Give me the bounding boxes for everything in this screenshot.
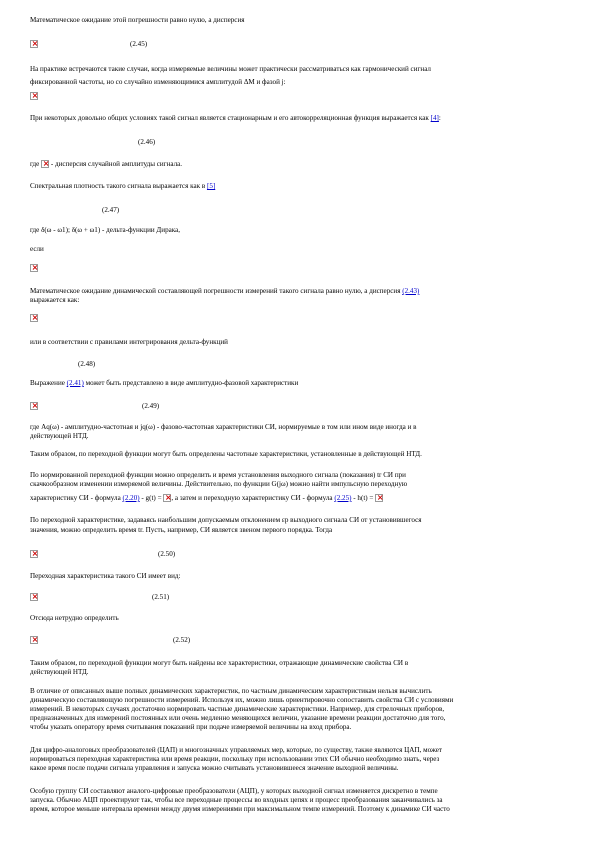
formula-row (30, 40, 148, 49)
paragraph: динамическую составляющую погрешности измерений. Используя их, можно лишь ориентировочно сопоставить свойства СИ с условиями (30, 696, 454, 704)
broken-image-icon (41, 160, 49, 168)
reference-link[interactable]: (2.43) (402, 287, 420, 295)
paragraph: действующей НТД. (30, 432, 89, 440)
broken-image-icon (30, 92, 38, 100)
broken-image-icon (163, 494, 171, 502)
paragraph: Для цифро-аналоговых преобразователей (ЦАП) и многозначных управляемых мер, которые, по существу, также являются ЦАП, может (30, 746, 442, 754)
broken-image-icon (30, 593, 38, 601)
paragraph: На практике встречаются такие случаи, когда измеряемые величины может практически рассматриваться как гармонический сигнал (30, 65, 431, 73)
paragraph: время, которое меньше интервала времени между двумя измерениями при максимальном темпе измерений. Поэтому к динамике СИ часто (30, 805, 450, 813)
formula-row (30, 402, 160, 411)
paragraph: Переходная характеристика такого СИ имеет вид: (30, 572, 181, 580)
paragraph: Математическое ожидание динамической составляющей погрешности измерений такого сигнала равно нулю, а дисперсия (2.43) (30, 287, 420, 295)
paragraph: скачкообразном изменении измеряемой величины. Действительно, по функции G(jω) можно найти импульсную переходную (30, 480, 408, 488)
paragraph: Спектральная плотность такого сигнала выражается как в [5] (30, 182, 216, 190)
equation-number: (2.51) (152, 593, 170, 601)
paragraph: нормироваться переходная характеристика или время реакции, поскольку при использовании этих СИ обычно необходимо знать, через (30, 755, 440, 763)
formula-row (30, 264, 38, 273)
paragraph: значения, можно определить время tr. Пусть, например, СИ является звеном первого порядка. Тогда (30, 526, 333, 534)
paragraph: чтобы указать оператору время считывания показаний при подаче измеряемой величины на вход прибора. (30, 723, 352, 731)
broken-image-icon (30, 314, 38, 322)
formula-row (30, 636, 191, 645)
equation-number: (2.50) (158, 550, 176, 558)
paragraph: где × - дисперсия случайной амплитуды сигнала. (30, 160, 182, 169)
reference-link[interactable]: (2.25) (334, 494, 352, 502)
paragraph: запуска. Обычно АЦП проектируют так, чтобы все переходные процессы во входных цепях и процесс преобразования заканчивались за (30, 796, 443, 804)
paragraph: Особую группу СИ составляют аналого-цифровые преобразователи (АЦП), у которых выходной сигнал изменяется дискретно в темпе (30, 787, 438, 795)
paragraph: Математическое ожидание этой погрешности равно нулю, а дисперсия (30, 16, 245, 24)
formula-row (30, 314, 38, 323)
paragraph: фиксированной частоты, но со случайно изменяющимися амплитудой ΔM и фазой j: (30, 78, 286, 86)
formula-row (30, 550, 176, 559)
reference-link[interactable]: (2.41) (66, 379, 84, 387)
broken-image-icon (30, 402, 38, 410)
paragraph: При некоторых довольно общих условиях такой сигнал является стационарным и его автокорреляционная функция выражается как [4]: (30, 114, 441, 122)
paragraph: Отсюда нетрудно определить (30, 614, 119, 622)
equation-number: (2.49) (142, 402, 160, 410)
paragraph: выражается как: (30, 296, 80, 304)
broken-image-icon (30, 550, 38, 558)
broken-image-icon (30, 264, 38, 272)
paragraph: характеристику СИ - формула (2.20) - g(t) = × , а затем и переходную характеристику СИ - формула (2.25) - h(t) = × (30, 494, 383, 503)
paragraph: где δ(ω - ω1); δ(ω + ω1) - дельта-функции Дирака, (30, 226, 181, 234)
paragraph: Выражение (2.41) может быть представлено в виде амплитудно-фазовой характеристики (30, 379, 299, 387)
paragraph: действующей НТД. (30, 668, 89, 676)
paragraph: В отличие от описанных выше полных динамических характеристик, по частным динамическим характеристикам нельзя вычислить (30, 687, 432, 695)
paragraph: где Aq(ω) - амплитудно-частотная и jq(ω) - фазово-частотная характеристики СИ, нормируемые в том или ином виде иногда и в (30, 423, 417, 431)
reference-link[interactable]: (2.20) (122, 494, 140, 502)
formula-row (30, 92, 38, 101)
equation-number: (2.52) (173, 636, 191, 644)
broken-image-icon (375, 494, 383, 502)
paragraph: если (30, 245, 44, 253)
equation-number: (2.45) (130, 40, 148, 48)
formula-row (30, 593, 170, 602)
paragraph: измерений. В некоторых случаях достаточно нормировать частные динамические характеристики. Например, для стрелочных приборов, (30, 705, 445, 713)
paragraph: По переходной характеристике, задаваясь наибольшим допускаемым отклонением εр выходного сигнала СИ от установившегося (30, 516, 422, 524)
broken-image-icon (30, 40, 38, 48)
paragraph: предназначенных для измерений постоянных или очень медленно меняющихся величин, указание времени реакции достаточно для того, (30, 714, 446, 722)
paragraph: Таким образом, по переходной функции могут быть найдены все характеристики, отражающие динамические свойства СИ в (30, 659, 409, 667)
equation-number: (2.46) (138, 138, 156, 146)
reference-link[interactable]: [5] (206, 182, 216, 190)
equation-number: (2.48) (78, 360, 96, 368)
paragraph: Таким образом, по переходной функции могут быть определены частотные характеристики, установленные в действующей НТД. (30, 450, 422, 458)
paragraph: какое время после подачи сигнала управления и запуска можно считывать установившееся значение выходной величины. (30, 764, 399, 772)
paragraph: или в соответствии с правилами интегрирования дельта-функций (30, 338, 228, 346)
paragraph: По нормированной переходной функции можно определить и время установления выходного сигнала (показания) tr СИ при (30, 471, 406, 479)
equation-number: (2.47) (102, 206, 120, 214)
broken-image-icon (30, 636, 38, 644)
reference-link[interactable]: [4] (430, 114, 439, 122)
